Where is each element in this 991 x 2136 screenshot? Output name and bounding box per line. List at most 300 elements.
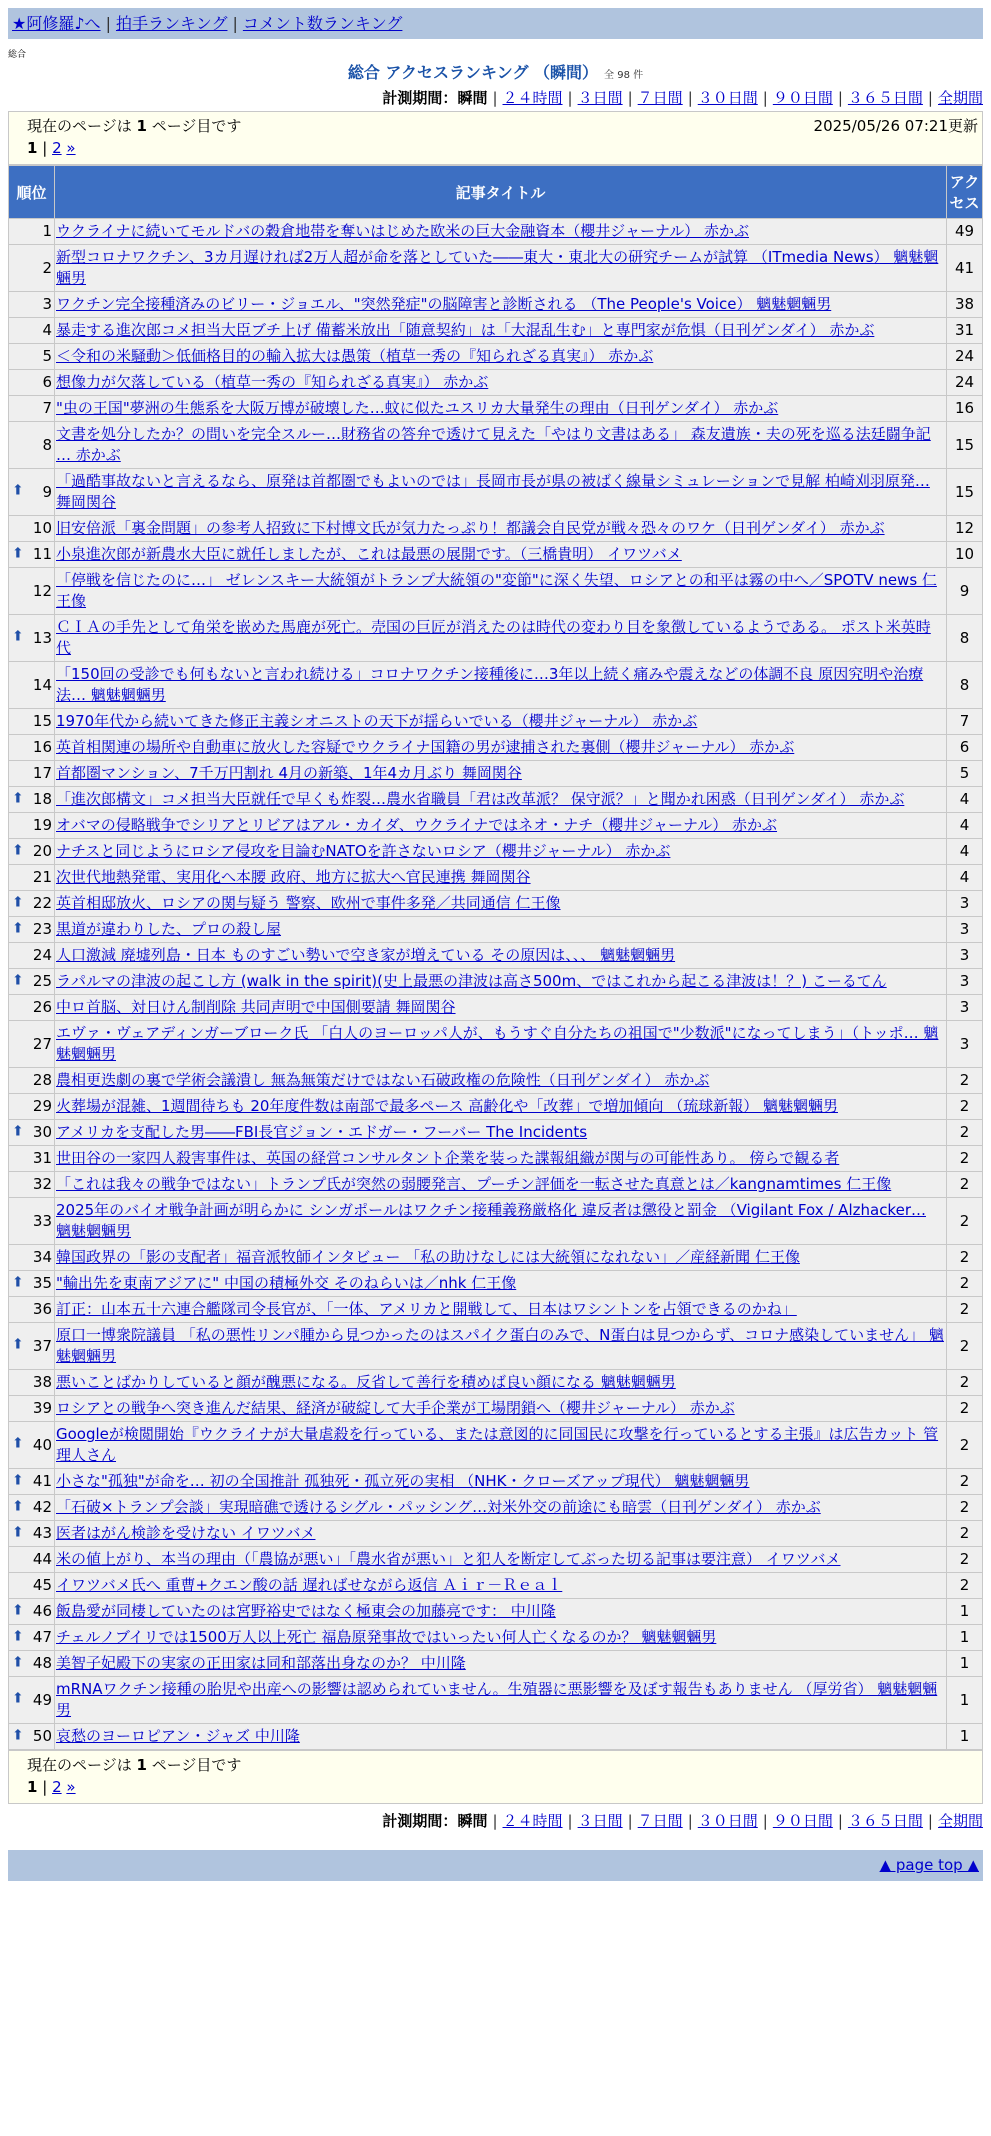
rank-number: 39	[32, 1399, 52, 1417]
table-row	[9, 969, 983, 995]
up-arrow-icon: ⬆	[12, 1627, 24, 1644]
period-separator: |	[492, 1812, 498, 1830]
rank-cell	[9, 1599, 55, 1625]
title-cell	[55, 1120, 947, 1146]
period-link[interactable]: ２４時間	[502, 1812, 563, 1830]
title-cell	[55, 813, 947, 839]
period-link[interactable]: 全期間	[937, 1812, 983, 1830]
period-separator: |	[927, 89, 933, 107]
article-link[interactable]: 訂正：山本五十六連合艦隊司令長官が、「一体、アメリカと開戦して、日本はワシントンを占領できるのかね」	[56, 1300, 797, 1318]
article-link[interactable]: イワツバメ氏へ 重曹+クエン酸の話 遅ればせながら返信 Ａｉｒ－Ｒｅａｌ	[56, 1576, 563, 1594]
article-link[interactable]: ＣＩＡの手先として角栄を嵌めた馬鹿が死亡。売国の巨匠が消えたのは時代の変わり目を象徴しているようである。 ポスト米英時代	[56, 618, 931, 657]
article-link[interactable]: 原口一博衆院議員 「私の悪性リンパ腫から見つかったのはスパイク蛋白のみで、N蛋白は見つからず、コロナ感染していません」 魑魅魍魎男	[56, 1326, 944, 1365]
table-row	[9, 1677, 983, 1724]
rank-cell	[9, 969, 55, 995]
page-title-text: 総合 アクセスランキング （瞬間）	[347, 63, 599, 82]
table-row	[9, 516, 983, 542]
title-cell	[55, 516, 947, 542]
rank-cell	[9, 370, 55, 396]
article-link[interactable]: 暴走する進次郎コメ担当大臣ブチ上げ 備蓄米放出「随意契約」は「大混乱生む」と専門家が危惧（日刊ゲンダイ） 赤かぶ	[56, 321, 875, 339]
rank-cell	[9, 396, 55, 422]
period-label: 計測期間：	[382, 89, 458, 107]
table-row	[9, 1094, 983, 1120]
title-cell	[55, 1422, 947, 1469]
clap-ranking-link[interactable]: 拍手ランキング	[115, 14, 228, 33]
article-link[interactable]: "輸出先を東南アジアに" 中国の積極外交 そのねらいは／nhk 仁王像	[56, 1274, 517, 1292]
title-cell	[55, 1068, 947, 1094]
table-row	[9, 995, 983, 1021]
title-cell	[55, 615, 947, 662]
rank-cell	[9, 761, 55, 787]
article-link[interactable]: 「石破×トランプ会談」実現暗礁で透けるシグル・パッシング…対米外交の前途にも暗雲（日刊ゲンダイ） 赤かぶ	[56, 1498, 821, 1516]
access-count: 9	[947, 568, 983, 615]
article-link[interactable]: 2025年のバイオ戦争計画が明らかに シンガポールはワクチン接種義務厳格化 違反者は懲役と罰金 （Vigilant Fox / Alzhacker… 魑魅魍魎男	[56, 1201, 926, 1240]
table-row	[9, 1547, 983, 1573]
title-cell	[55, 1370, 947, 1396]
period-separator: |	[837, 89, 843, 107]
article-link[interactable]: 次世代地熱発電、実用化へ本腰 政府、地方に拡大へ官民連携 舞岡関谷	[56, 868, 531, 886]
access-count: 2	[947, 1120, 983, 1146]
up-arrow-icon: ⬆	[12, 841, 24, 858]
rank-number: 8	[42, 435, 52, 454]
table-row	[9, 469, 983, 516]
article-link[interactable]: 首都圏マンション、7千万円割れ 4月の新築、1年4カ月ぶり 舞岡関谷	[56, 764, 522, 782]
rank-cell	[9, 318, 55, 344]
title-cell	[55, 1599, 947, 1625]
rank-cell	[9, 1068, 55, 1094]
table-row	[9, 1625, 983, 1651]
title-cell	[55, 1573, 947, 1599]
ranking-table	[8, 165, 983, 1750]
rank-number: 1	[42, 222, 52, 240]
article-link[interactable]: 「これは我々の戦争ではない」トランプ氏が突然の弱腰発言、プーチン評価を一転させた真意とは／kangnamtimes 仁王像	[56, 1175, 892, 1193]
rank-cell	[9, 662, 55, 709]
rank-cell	[9, 1245, 55, 1271]
table-row	[9, 709, 983, 735]
period-selector-bottom	[8, 1808, 983, 1834]
article-link[interactable]: 旧安倍派「裏金問題」の参考人招致に下村博文氏が気力たっぷり！都議会自民党が戦々恐々のワケ（日刊ゲンダイ） 赤かぶ	[56, 519, 885, 537]
section-label: 総合	[8, 50, 27, 60]
pagination: 1 | 2 »	[27, 139, 76, 157]
nav-separator: |	[232, 14, 238, 33]
period-link[interactable]: ２４時間	[502, 89, 563, 107]
rank-cell	[9, 1573, 55, 1599]
table-row	[9, 1396, 983, 1422]
period-link[interactable]: 全期間	[937, 89, 983, 107]
rank-cell	[9, 787, 55, 813]
title-cell	[55, 995, 947, 1021]
rank-number: 16	[32, 738, 52, 756]
table-row	[9, 219, 983, 245]
page-status: 現在のページは 1 ページ目です	[27, 117, 242, 135]
up-arrow-icon: ⬆	[12, 789, 24, 806]
rank-cell	[9, 1422, 55, 1469]
title-cell	[55, 469, 947, 516]
table-row	[9, 1651, 983, 1677]
rank-number: 42	[32, 1498, 52, 1516]
table-row	[9, 542, 983, 568]
article-link[interactable]: 飯島愛が同棲していたのは宮野裕史ではなく極東会の加藤亮です： 中川隆	[56, 1602, 556, 1620]
period-link[interactable]: ３日間	[577, 89, 623, 107]
rank-number: 24	[32, 946, 52, 964]
rank-cell	[9, 422, 55, 469]
rank-number: 26	[32, 998, 52, 1016]
access-count: 24	[947, 344, 983, 370]
total-count: 全 98 件	[604, 70, 644, 81]
access-count: 2	[947, 1521, 983, 1547]
period-current: 瞬間	[457, 1812, 488, 1830]
article-link[interactable]: 韓国政界の「影の支配者」福音派牧師インタビュー 「私の助けなしには大統領になれない」／産経新聞 仁王像	[56, 1248, 800, 1266]
access-count: 3	[947, 891, 983, 917]
table-row	[9, 396, 983, 422]
title-cell	[55, 1271, 947, 1297]
up-arrow-icon: ⬆	[12, 1726, 24, 1743]
article-link[interactable]: 中ロ首脳、対日けん制削除 共同声明で中国側要請 舞岡関谷	[56, 998, 456, 1016]
title-cell	[55, 318, 947, 344]
access-count: 1	[947, 1677, 983, 1724]
title-cell	[55, 662, 947, 709]
period-separator: |	[687, 89, 693, 107]
article-link[interactable]: 「150回の受診でも何もないと言われ続ける」コロナワクチン接種後に…3年以上続く痛みや震えなどの体調不良 原因究明や治療法… 魑魅魍魎男	[56, 665, 924, 704]
rank-number: 2	[42, 258, 52, 277]
rank-cell	[9, 469, 55, 516]
rank-cell	[9, 1021, 55, 1068]
rank-cell	[9, 1521, 55, 1547]
title-cell	[55, 219, 947, 245]
article-link[interactable]: 哀愁のヨーロピアン・ジャズ 中川隆	[56, 1727, 300, 1745]
rank-number: 40	[32, 1435, 52, 1454]
access-count: 4	[947, 865, 983, 891]
page-top-link[interactable]: ▲ page top ▲	[879, 1856, 979, 1874]
rank-number: 33	[32, 1211, 52, 1230]
up-arrow-icon: ⬆	[12, 1497, 24, 1514]
rank-number: 31	[32, 1149, 52, 1167]
period-separator: |	[762, 89, 768, 107]
table-row	[9, 1120, 983, 1146]
title-cell	[55, 709, 947, 735]
access-count: 1	[947, 1599, 983, 1625]
header-access: アクセス	[947, 166, 983, 219]
rank-number: 35	[32, 1274, 52, 1292]
rank-number: 19	[32, 816, 52, 834]
access-count: 2	[947, 1422, 983, 1469]
next-page-link[interactable]: »	[66, 139, 76, 157]
up-arrow-icon: ⬆	[12, 1273, 24, 1290]
period-link[interactable]: ３６５日間	[847, 1812, 923, 1830]
home-link[interactable]: ★阿修羅♪へ	[12, 14, 101, 33]
title-cell	[55, 1396, 947, 1422]
up-arrow-icon: ⬆	[12, 1653, 24, 1670]
rank-cell	[9, 344, 55, 370]
period-link[interactable]: ７日間	[637, 1812, 683, 1830]
rank-cell	[9, 1396, 55, 1422]
rank-number: 27	[32, 1034, 52, 1053]
access-count: 38	[947, 292, 983, 318]
rank-number: 48	[32, 1654, 52, 1672]
article-link[interactable]: 小泉進次郎が新農水大臣に就任しましたが、これは最悪の展開です。（三橋貴明） イワツバメ	[56, 545, 682, 563]
article-link[interactable]: 悪いことばかりしていると顔が醜悪になる。反省して善行を積めば良い顔になる 魑魅魍魎男	[56, 1373, 676, 1391]
rank-number: 43	[32, 1524, 52, 1542]
period-separator: |	[927, 1812, 933, 1830]
table-row	[9, 1469, 983, 1495]
article-link[interactable]: 英首相邸放火、ロシアの関与疑う 警察、欧州で事件多発／共同通信 仁王像	[56, 894, 561, 912]
rank-cell	[9, 1370, 55, 1396]
title-cell	[55, 422, 947, 469]
article-link[interactable]: 「過酷事故ないと言えるなら、原発は首都圏でもよいのでは」長岡市長が県の被ばく線量シミュレーションで見解 柏崎刈羽原発… 舞岡関谷	[56, 472, 930, 511]
article-link[interactable]: 医者はがん検診を受けない イワツバメ	[56, 1524, 316, 1542]
up-arrow-icon: ⬆	[12, 919, 24, 936]
table-row	[9, 568, 983, 615]
access-count: 4	[947, 787, 983, 813]
title-cell	[55, 943, 947, 969]
rank-number: 5	[42, 347, 52, 365]
period-link[interactable]: ７日間	[637, 89, 683, 107]
period-link[interactable]: ３日間	[577, 1812, 623, 1830]
article-link[interactable]: 世田谷の一家四人殺害事件は、英国の経営コンサルタント企業を装った諜報組織が関与の可能性あり。 傍らで観る者	[56, 1149, 840, 1167]
table-row	[9, 1521, 983, 1547]
title-cell	[55, 542, 947, 568]
rank-number: 25	[32, 972, 52, 990]
period-current: 瞬間	[457, 89, 488, 107]
period-separator: |	[567, 89, 573, 107]
article-link[interactable]: 英首相関連の場所や自動車に放火した容疑でウクライナ国籍の男が逮捕された裏側（櫻井ジャーナル） 赤かぶ	[56, 738, 795, 756]
table-row	[9, 813, 983, 839]
up-arrow-icon: ⬆	[12, 544, 24, 561]
article-link[interactable]: チェルノブイリでは1500万人以上死亡 福島原発事故ではいったい何人亡くなるのか？ 魑魅魍魎男	[56, 1628, 717, 1646]
title-cell	[55, 891, 947, 917]
table-row	[9, 839, 983, 865]
rank-number: 13	[32, 628, 52, 647]
article-link[interactable]: アメリカを支配した男――FBI長官ジョン・エドガー・フーバー The Incidents	[56, 1123, 588, 1141]
up-arrow-icon: ⬆	[12, 971, 24, 988]
rank-cell	[9, 568, 55, 615]
table-row	[9, 1495, 983, 1521]
rank-number: 44	[32, 1550, 52, 1568]
rank-cell	[9, 516, 55, 542]
article-link[interactable]: 文書を処分したか？の問いを完全スルー…財務省の答弁で透けて見えた「やはり文書はある」 森友遺族・夫の死を巡る法廷闘争記 … 赤かぶ	[56, 425, 931, 464]
access-count: 2	[947, 1323, 983, 1370]
up-arrow-icon: ⬆	[12, 1523, 24, 1540]
access-count: 10	[947, 542, 983, 568]
up-arrow-icon: ⬆	[12, 1122, 24, 1139]
rank-number: 15	[32, 712, 52, 730]
access-count: 8	[947, 615, 983, 662]
rank-number: 36	[32, 1300, 52, 1318]
access-count: 24	[947, 370, 983, 396]
access-count: 1	[947, 1651, 983, 1677]
table-row	[9, 891, 983, 917]
article-link[interactable]: 黒道が違わりした、プロの殺し屋	[56, 920, 282, 938]
up-arrow-icon: ⬆	[12, 1601, 24, 1618]
title-cell	[55, 568, 947, 615]
table-row	[9, 865, 983, 891]
period-link[interactable]: ３０日間	[697, 89, 758, 107]
rank-number: 28	[32, 1071, 52, 1089]
access-count: 2	[947, 1469, 983, 1495]
access-count: 2	[947, 1094, 983, 1120]
rank-number: 22	[32, 894, 52, 912]
table-row	[9, 1599, 983, 1625]
rank-number: 20	[32, 842, 52, 860]
up-arrow-icon: ⬆	[12, 1471, 24, 1488]
article-link[interactable]: ナチスと同じようにロシア侵攻を目論むNATOを許さないロシア（櫻井ジャーナル） 赤かぶ	[56, 842, 671, 860]
article-link[interactable]: 「停戦を信じたのに…」 ゼレンスキー大統領がトランプ大統領の"変節"に深く失望、ロシアとの和平は霧の中へ／SPOTV news 仁王像	[56, 571, 937, 610]
table-row	[9, 245, 983, 292]
rank-cell	[9, 1094, 55, 1120]
rank-cell	[9, 542, 55, 568]
article-link[interactable]: 新型コロナワクチン、3カ月遅ければ2万人超が命を落としていた――東大・東北大の研究チームが試算 （ITmedia News） 魑魅魍魎男	[56, 248, 939, 287]
rank-number: 50	[32, 1727, 52, 1745]
period-link[interactable]: ３０日間	[697, 1812, 758, 1830]
table-row	[9, 761, 983, 787]
period-link[interactable]: ３６５日間	[847, 89, 923, 107]
article-link[interactable]: ロシアとの戦争へ突き進んだ結果、経済が破綻して大手企業が工場閉鎖へ（櫻井ジャーナル） 赤かぶ	[56, 1399, 735, 1417]
rank-cell	[9, 839, 55, 865]
article-link[interactable]: 人口激減 廃墟列島・日本 ものすごい勢いで空き家が増えている その原因は、、、 魑魅魍魎男	[56, 946, 676, 964]
access-count: 3	[947, 1021, 983, 1068]
access-count: 8	[947, 662, 983, 709]
up-arrow-icon: ⬆	[12, 1336, 24, 1353]
table-row	[9, 1271, 983, 1297]
rank-number: 47	[32, 1628, 52, 1646]
period-separator: |	[762, 1812, 768, 1830]
table-row	[9, 1422, 983, 1469]
title-cell	[55, 761, 947, 787]
table-row	[9, 917, 983, 943]
access-count: 3	[947, 969, 983, 995]
rank-cell	[9, 1625, 55, 1651]
article-link[interactable]: ウクライナに続いてモルドバの穀倉地帯を奪いはじめた欧米の巨大金融資本（櫻井ジャーナル） 赤かぶ	[56, 222, 749, 240]
article-link[interactable]: ワクチン完全接種済みのビリー・ジョエル、"突然発症"の脳障害と診断される （The People's Voice） 魑魅魍魎男	[56, 295, 832, 313]
period-separator: |	[837, 1812, 843, 1830]
bottom-bar	[8, 1850, 983, 1881]
access-count: 2	[947, 1271, 983, 1297]
rank-cell	[9, 1271, 55, 1297]
table-row	[9, 943, 983, 969]
rank-cell	[9, 1677, 55, 1724]
title-cell	[55, 1146, 947, 1172]
rank-number: 30	[32, 1123, 52, 1141]
header-rank: 順位	[9, 166, 55, 219]
article-link[interactable]: 農相更迭劇の裏で学術会議潰し 無為無策だけではない石破政権の危険性（日刊ゲンダイ） 赤かぶ	[56, 1071, 710, 1089]
top-nav-bar	[8, 8, 983, 39]
pager-box-bottom	[8, 1750, 983, 1804]
article-link[interactable]: ラパルマの津波の起こし方 (walk in the spirit)(史上最悪の津波は高さ500m、ではこれから起こる津波は！？) こーるてん	[56, 972, 887, 990]
table-row	[9, 1146, 983, 1172]
title-cell	[55, 344, 947, 370]
title-cell	[55, 1495, 947, 1521]
nav-separator: |	[105, 14, 111, 33]
access-count: 2	[947, 1370, 983, 1396]
table-row	[9, 735, 983, 761]
rank-cell	[9, 1547, 55, 1573]
page-link-2[interactable]: 2	[52, 139, 62, 157]
rank-number: 14	[32, 675, 52, 694]
access-count: 2	[947, 1495, 983, 1521]
table-row	[9, 422, 983, 469]
up-arrow-icon: ⬆	[12, 482, 24, 499]
table-row	[9, 1245, 983, 1271]
rank-number: 29	[32, 1097, 52, 1115]
article-link[interactable]: Googleが検閲開始『ウクライナが大量虐殺を行っている、または意図的に同国民に攻撃を行っているとする主張』は広告カット 管理人さん	[56, 1425, 939, 1464]
article-link[interactable]: 1970年代から続いてきた修正主義シオニストの天下が揺らいでいる（櫻井ジャーナル） 赤かぶ	[56, 712, 698, 730]
period-label: 計測期間：	[382, 1812, 458, 1830]
rank-number: 17	[32, 764, 52, 782]
article-link[interactable]: 美智子妃殿下の実家の正田家は同和部落出身なのか？ 中川隆	[56, 1654, 466, 1672]
table-row	[9, 1370, 983, 1396]
title-cell	[55, 1521, 947, 1547]
article-link[interactable]: 小さな"孤独"が命を… 初の全国推計 孤独死・孤立死の実相 （NHK・クローズアップ現代） 魑魅魍魎男	[56, 1472, 750, 1490]
period-separator: |	[567, 1812, 573, 1830]
table-row	[9, 787, 983, 813]
title-cell	[55, 1245, 947, 1271]
article-link[interactable]: 「進次郎構文」コメ担当大臣就任で早くも炸裂…農水省職員「君は改革派？ 保守派？」と聞かれ困惑（日刊ゲンダイ） 赤かぶ	[56, 790, 905, 808]
table-row	[9, 1323, 983, 1370]
updated-timestamp: 2025/05/26 07:21更新	[813, 117, 978, 135]
page-link-2[interactable]: 2	[52, 1778, 62, 1796]
access-count: 2	[947, 1297, 983, 1323]
rank-cell	[9, 943, 55, 969]
access-count: 2	[947, 1172, 983, 1198]
title-cell	[55, 735, 947, 761]
period-link[interactable]: ９０日間	[772, 89, 833, 107]
article-link[interactable]: ＜令和の米騒動＞低価格目的の輸入拡大は愚策（植草一秀の『知られざる真実』） 赤かぶ	[56, 347, 654, 365]
title-cell	[55, 1021, 947, 1068]
article-link[interactable]: mRNAワクチン接種の胎児や出産への影響は認められていません。生殖器に悪影響を及ぼす報告もありません （厚労省） 魑魅魍魎男	[56, 1680, 938, 1719]
article-link[interactable]: オバマの侵略戦争でシリアとリビアはアル・カイダ、ウクライナではネオ・ナチ（櫻井ジャーナル） 赤かぶ	[56, 816, 778, 834]
header-title: 記事タイトル	[55, 166, 947, 219]
title-cell	[55, 1677, 947, 1724]
rank-number: 21	[32, 868, 52, 886]
rank-number: 34	[32, 1248, 52, 1266]
access-count: 16	[947, 396, 983, 422]
article-link[interactable]: 想像力が欠落している（植草一秀の『知られざる真実』） 赤かぶ	[56, 373, 489, 391]
article-link[interactable]: 米の値上がり、本当の理由（「農協が悪い」「農水省が悪い」と犯人を断定してぶった切る記事は要注意） イワツバメ	[56, 1550, 841, 1568]
article-link[interactable]: "虫の王国"夢洲の生態系を大阪万博が破壊した…蚊に似たユスリカ大量発生の理由（日刊ゲンダイ） 赤かぶ	[56, 399, 779, 417]
article-link[interactable]: エヴァ・ヴェアディンガーブローク氏 「白人のヨーロッパ人が、もうすぐ自分たちの祖国で"少数派"になってしまう」（トッポ… 魑魅魍魎男	[56, 1024, 939, 1063]
table-row	[9, 344, 983, 370]
title-cell	[55, 1547, 947, 1573]
title-cell	[55, 1297, 947, 1323]
up-arrow-icon: ⬆	[12, 628, 24, 645]
current-page: 1	[27, 139, 38, 157]
title-cell	[55, 1094, 947, 1120]
rank-number: 41	[32, 1472, 52, 1490]
rank-cell	[9, 995, 55, 1021]
table-row	[9, 1573, 983, 1599]
access-count: 1	[947, 1625, 983, 1651]
article-link[interactable]: 火葬場が混雑、1週間待ちも 20年度件数は南部で最多ペース 高齢化や「改葬」で増加傾向 （琉球新報） 魑魅魍魎男	[56, 1097, 838, 1115]
rank-number: 49	[32, 1690, 52, 1709]
title-cell	[55, 292, 947, 318]
rank-number: 45	[32, 1576, 52, 1594]
period-link[interactable]: ９０日間	[772, 1812, 833, 1830]
comment-ranking-link[interactable]: コメント数ランキング	[242, 14, 403, 33]
table-row	[9, 1068, 983, 1094]
rank-cell	[9, 1172, 55, 1198]
next-page-link[interactable]: »	[66, 1778, 76, 1796]
title-cell	[55, 917, 947, 943]
rank-cell	[9, 1495, 55, 1521]
access-count: 3	[947, 995, 983, 1021]
access-count: 2	[947, 1146, 983, 1172]
pager-box	[8, 111, 983, 165]
table-row	[9, 370, 983, 396]
period-separator: |	[492, 89, 498, 107]
access-count: 2	[947, 1396, 983, 1422]
title-cell	[55, 1469, 947, 1495]
rank-number: 32	[32, 1175, 52, 1193]
